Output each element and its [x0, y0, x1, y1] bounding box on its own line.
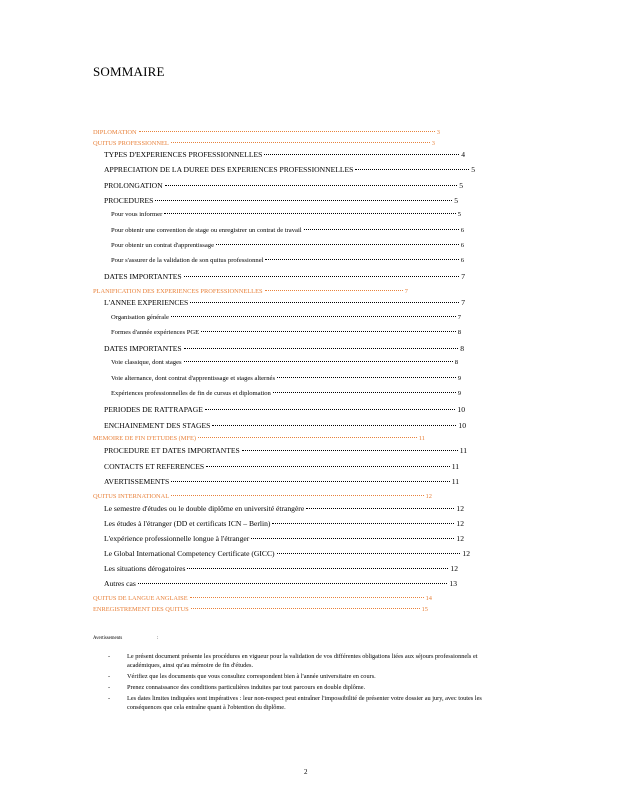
toc-entry-page: 7: [461, 298, 465, 307]
toc-dot-leader: [306, 508, 454, 509]
toc-entry[interactable]: [93, 605, 428, 614]
toc-entry-label: Les études à l'étranger (DD et certificats ICN – Berlin): [104, 519, 271, 528]
toc-entry-label: DIPLOMATION: [93, 129, 137, 136]
toc-dot-leader: [272, 523, 454, 524]
toc-entry[interactable]: [104, 271, 465, 282]
toc-entry-label: PROCEDURES: [104, 196, 154, 205]
toc-entry-page: 5: [471, 165, 475, 174]
toc-entry-page: 6: [460, 227, 464, 234]
notice-item: - Prenez connaissance des conditions particulières induites par tout parcours en double diplôme.: [104, 683, 484, 692]
toc-entry-page: 9: [457, 375, 461, 382]
toc-entry-page: 9: [457, 390, 461, 397]
toc-dot-leader: [171, 142, 430, 143]
toc-dot-leader: [205, 409, 456, 410]
toc-entry[interactable]: [111, 374, 461, 384]
toc-entry[interactable]: [104, 518, 464, 529]
toc-entry[interactable]: [104, 164, 475, 175]
toc-dot-leader: [277, 377, 456, 378]
toc-entry-page: 12: [462, 549, 470, 558]
toc-entry-label: Formes d'année expériences PGE: [111, 329, 200, 336]
toc-entry-label: ENREGISTREMENT DES QUITUS: [93, 606, 189, 613]
toc-entry-label: QUITUS DE LANGUE ANGLAISE: [93, 595, 188, 602]
toc-dot-leader: [198, 437, 417, 438]
toc-dot-leader: [171, 316, 456, 317]
toc-entry-page: 8: [460, 344, 464, 353]
toc-entry-label: Voie alternance, dont contrat d'apprentissage et stages alternés: [111, 375, 276, 382]
toc-entry-page: 11: [418, 435, 425, 442]
toc-entry-page: 13: [449, 579, 457, 588]
toc-entry-page: 10: [457, 405, 465, 414]
toc-dot-leader: [190, 597, 424, 598]
toc-entry-label: L'expérience professionnelle longue à l'étranger: [104, 534, 250, 543]
toc-entry[interactable]: [104, 476, 459, 487]
toc-dot-leader: [264, 154, 459, 155]
toc-entry[interactable]: [104, 195, 458, 206]
toc-entry-label: Pour obtenir un contrat d'apprentissage: [111, 242, 214, 249]
toc-entry[interactable]: [104, 503, 464, 514]
toc-entry-page: 14: [425, 595, 432, 602]
toc-entry[interactable]: [93, 128, 440, 137]
page-title: SOMMAIRE: [93, 64, 165, 79]
toc-entry[interactable]: [111, 328, 461, 338]
toc-entry-page: 12: [425, 493, 432, 500]
toc-entry-label: QUITUS INTERNATIONAL: [93, 493, 170, 500]
toc-entry-label: DATES IMPORTANTES: [104, 344, 182, 353]
toc-dot-leader: [242, 450, 458, 451]
toc-entry-label: PROLONGATION: [104, 181, 163, 190]
toc-entry-label: Les situations dérogatoires: [104, 564, 186, 573]
toc-entry[interactable]: [111, 256, 464, 266]
notice-colon: :: [157, 636, 159, 641]
toc-entry[interactable]: [111, 226, 464, 236]
toc-entry-page: 12: [456, 504, 464, 513]
toc-entry[interactable]: [104, 149, 465, 160]
toc-entry[interactable]: [104, 461, 459, 472]
toc-dot-leader: [201, 331, 456, 332]
toc-dot-leader: [265, 290, 403, 291]
toc-entry-label: Pour obtenir une convention de stage ou enregistrer un contrat de travail: [111, 227, 302, 234]
toc-entry-page: 5: [459, 181, 463, 190]
toc-entry-label: QUITUS PROFESSIONNEL: [93, 140, 169, 147]
toc-entry-page: 7: [404, 288, 408, 295]
toc-dot-leader: [265, 259, 458, 260]
toc-entry-page: 8: [454, 359, 458, 366]
toc-entry[interactable]: [104, 563, 458, 574]
toc-entry[interactable]: [93, 434, 425, 443]
toc-entry-label: Voie classique, dont stages: [111, 359, 182, 366]
toc-entry-label: AVERTISSEMENTS: [104, 477, 170, 486]
toc-dot-leader: [187, 568, 448, 569]
toc-entry-page: 6: [460, 242, 464, 249]
toc-entry[interactable]: [104, 420, 466, 431]
toc-entry-label: APPRECIATION DE LA DUREE DES EXPERIENCES PROFESSIONNELLES: [104, 165, 354, 174]
toc-dot-leader: [184, 276, 460, 277]
toc-entry-page: 5: [454, 196, 458, 205]
toc-entry-page: 10: [458, 421, 466, 430]
toc-entry[interactable]: [93, 139, 435, 148]
toc-dot-leader: [155, 200, 452, 201]
toc-entry-page: 4: [461, 150, 465, 159]
toc-dot-leader: [277, 553, 461, 554]
toc-entry-label: Pour s'assurer de la validation de son quitus professionnel: [111, 257, 264, 264]
toc-entry-label: PLANIFICATION DES EXPERIENCES PROFESSIONNELLES: [93, 288, 263, 295]
toc-entry-page: 7: [457, 314, 461, 321]
toc-entry-page: 12: [456, 519, 464, 528]
toc-dot-leader: [212, 425, 456, 426]
toc-entry[interactable]: [104, 548, 470, 559]
toc-dot-leader: [165, 185, 458, 186]
toc-dot-leader: [171, 495, 423, 496]
toc-entry[interactable]: [111, 389, 461, 399]
toc-entry[interactable]: [104, 578, 457, 589]
toc-entry[interactable]: [93, 287, 408, 296]
toc-entry[interactable]: [111, 210, 461, 220]
toc-dot-leader: [164, 213, 455, 214]
toc-entry-label: MEMOIRE DE FIN D'ETUDES (MFE): [93, 435, 197, 442]
toc-entry-label: CONTACTS ET REFERENCES: [104, 462, 205, 471]
toc-dot-leader: [206, 466, 450, 467]
toc-entry-label: Expériences professionnelles de fin de cursus et diplomation: [111, 390, 271, 397]
toc-entry-label: DATES IMPORTANTES: [104, 272, 182, 281]
toc-entry-page: 11: [451, 477, 459, 486]
toc-entry[interactable]: [104, 297, 465, 308]
toc-dot-leader: [184, 348, 459, 349]
toc-dot-leader: [171, 481, 449, 482]
page-number: 2: [304, 768, 308, 776]
toc-entry-label: PROCEDURE ET DATES IMPORTANTES: [104, 446, 240, 455]
toc-dot-leader: [139, 131, 435, 132]
toc-dot-leader: [251, 538, 454, 539]
toc-entry[interactable]: [104, 343, 464, 354]
toc-entry[interactable]: [104, 445, 467, 456]
toc-entry-label: ENCHAINEMENT DES STAGES: [104, 421, 211, 430]
toc-dot-leader: [184, 361, 453, 362]
toc-dot-leader: [273, 392, 456, 393]
toc-entry-label: L'ANNEE EXPERIENCES: [104, 298, 189, 307]
toc-entry-page: 6: [460, 257, 464, 264]
toc-entry[interactable]: [93, 492, 432, 501]
toc-dot-leader: [304, 229, 459, 230]
toc-entry-page: 11: [459, 446, 467, 455]
toc-dot-leader: [216, 244, 459, 245]
toc-entry[interactable]: [104, 180, 463, 191]
toc-entry-page: 12: [456, 534, 464, 543]
toc-entry-page: 7: [461, 272, 465, 281]
toc-entry[interactable]: [111, 241, 464, 251]
notice-item: - Le présent document présente les procédures en vigueur pour la validation de vos différentes obligations liées aux séjours professionnels et académiques, ainsi qu'au mémoire de fin d'études.: [104, 652, 484, 670]
toc-entry-page: 15: [421, 606, 428, 613]
toc-dot-leader: [190, 302, 459, 303]
toc-entry[interactable]: [104, 404, 465, 415]
toc-entry-page: 8: [457, 329, 461, 336]
toc-entry[interactable]: [104, 533, 464, 544]
toc-entry-label: Le semestre d'études ou le double diplôme en université étrangère: [104, 504, 305, 513]
toc-dot-leader: [191, 608, 420, 609]
toc-entry-page: 11: [451, 462, 459, 471]
toc-entry-page: 12: [450, 564, 458, 573]
toc-entry-label: Pour vous informer: [111, 211, 163, 218]
notice-label: Avertissements: [93, 636, 123, 641]
toc-entry-label: Autres cas: [104, 579, 136, 588]
toc-entry-page: 3: [431, 140, 435, 147]
toc-entry-label: TYPES D'EXPERIENCES PROFESSIONNELLES: [104, 150, 263, 159]
toc-entry-label: Organisation générale: [111, 314, 169, 321]
toc-entry[interactable]: [111, 313, 461, 323]
notice-item: - Vérifiez que les documents que vous consultez correspondent bien à l'année universitaire en cours.: [104, 672, 484, 681]
toc-dot-leader: [138, 583, 448, 584]
toc-dot-leader: [355, 169, 469, 170]
toc-entry-page: 3: [436, 129, 440, 136]
toc-entry[interactable]: [93, 594, 432, 603]
toc-entry[interactable]: [111, 358, 458, 368]
toc-entry-page: 5: [457, 211, 461, 218]
notice-item: - Les dates limites indiquées sont impératives : leur non-respect peut entraîner l'impossibilité de présenter votre dossier au jury, avec toutes les conséquences que cela entraîne quant à l'obtention du diplôme.: [104, 694, 484, 712]
toc-entry-label: Le Global International Competency Certificate (GICC): [104, 549, 275, 558]
toc-entry-label: PERIODES DE RATTRAPAGE: [104, 405, 203, 414]
notice-list: [104, 652, 484, 714]
